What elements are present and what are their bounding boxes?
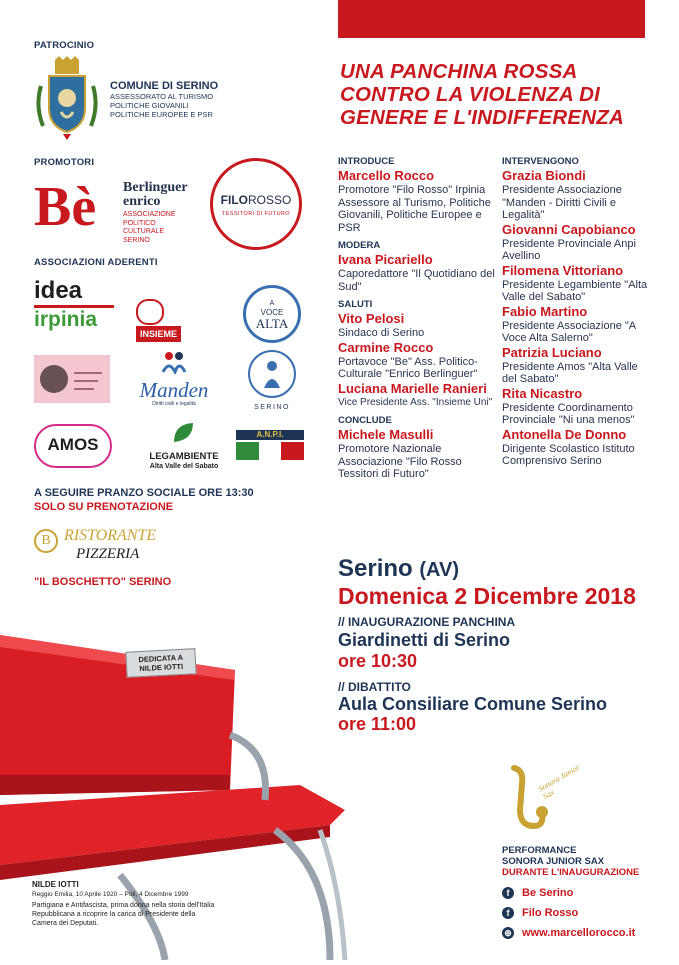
ristorante-name: "IL BOSCHETTO" SERINO	[34, 576, 172, 588]
voce-alta-voce: VOCE	[260, 308, 284, 317]
amos-text: AMOS	[47, 435, 99, 454]
ristorante-text: RISTORANTE	[64, 527, 157, 544]
facebook-icon: f	[502, 907, 514, 919]
performance-label: PERFORMANCE	[502, 845, 577, 856]
berlinguer-name: Berlinguer	[123, 180, 188, 195]
manden-text: Manden	[139, 378, 209, 402]
serino-emblem-icon	[248, 350, 296, 398]
bench-plate-line2: NILDE IOTTI	[139, 661, 184, 674]
hands-icon	[136, 299, 164, 325]
speaker-name: Ivana Picariello	[338, 252, 433, 267]
comune-line: ASSESSORATO AL TURISMO	[110, 92, 214, 101]
insieme-text: INSIEME	[136, 326, 181, 342]
event-item1-time: ore 10:30	[338, 651, 418, 671]
social-text: www.marcellorocco.it	[522, 927, 636, 939]
caption-name: NILDE IOTTI	[32, 880, 79, 889]
pranzo-line2: SOLO SU PRENOTAZIONE	[34, 501, 174, 513]
performance-name: SONORA JUNIOR SAX	[502, 856, 605, 867]
event-item2-label: // DIBATTITO	[338, 680, 411, 694]
voce-alta-a: A	[269, 300, 275, 307]
people-icon	[159, 350, 189, 374]
ristorante-b-icon: B	[34, 529, 58, 553]
serino-logo	[245, 350, 299, 416]
speaker-name: Luciana Marielle Ranieri	[338, 380, 487, 396]
page-title: UNA PANCHINA ROSSA CONTRO LA VIOLENZA DI GENERE E L'INDIFFERENZA	[340, 60, 624, 129]
berlinguer-name-2: enrico	[123, 194, 161, 209]
associazioni-label: ASSOCIAZIONI ADERENTI	[34, 257, 158, 268]
filorosso-sub: TESSITORI DI FUTURO	[221, 211, 290, 217]
event-item1-label: // INAUGURAZIONE PANCHINA	[338, 615, 516, 629]
leaf-icon	[171, 420, 197, 446]
bench-plate-line1: DEDICATA A	[138, 652, 184, 665]
section-heading: MODERA	[338, 240, 381, 251]
section-heading: INTRODUCE	[338, 156, 395, 167]
social-text: Filo Rosso	[522, 907, 579, 919]
event-city	[338, 554, 459, 585]
bench-caption	[32, 880, 222, 928]
section-heading: CONCLUDE	[338, 415, 392, 426]
social-text: Be Serino	[522, 887, 574, 899]
insieme-logo	[136, 299, 212, 339]
serino-text: SERINO	[254, 404, 290, 411]
speaker-name: Carmine Rocco	[338, 339, 434, 355]
speaker-name: Patrizia Luciano	[502, 344, 602, 360]
berlinguer-line: SERINO	[123, 236, 150, 244]
idea-text: idea	[34, 277, 83, 304]
social-item-be-serino[interactable]	[502, 883, 635, 903]
berlinguer-line: CULTURALE	[123, 228, 165, 235]
speaker-role: Presidente Associazione "Manden - Diritti Civili e Legalità"	[502, 184, 622, 221]
berlinguer-line: POLITICO	[123, 219, 156, 227]
legambiente-text: LEGAMBIENTE	[149, 451, 219, 462]
speaker-role: Sindaco di Serino	[338, 327, 425, 339]
event-item2-place: Aula Consiliare Comune Serino	[338, 694, 608, 714]
speaker-role: Presidente Coordinamento Provinciale "Ni una menos"	[502, 401, 635, 426]
speaker-role: Vice Presidente Ass. "Insieme Uni"	[338, 396, 493, 408]
patrocinio-label: PATROCINIO	[34, 40, 95, 51]
speaker-name: Antonella De Donno	[502, 426, 627, 442]
irpinia-text: irpinia	[34, 308, 98, 331]
speaker-name: Marcello Rocco	[338, 168, 435, 183]
speaker-name: Rita Nicastro	[502, 385, 583, 401]
event-province: (AV)	[419, 559, 459, 581]
berlinguer-block	[123, 181, 213, 245]
filorosso-logo	[210, 158, 302, 250]
pizzeria-text: PIZZERIA	[76, 546, 140, 562]
sax-logo-text: Sonora Junior Sax	[536, 762, 582, 802]
speaker-role: Caporedattore "Il Quotidiano del Sud"	[338, 268, 495, 293]
comune-title: COMUNE DI SERINO	[110, 80, 219, 92]
speaker-role: Portavoce "Be" Ass. Politico-Culturale "Enrico Berlinguer"	[338, 355, 478, 380]
comune-line: POLITICHE EUROPEE E PSR	[110, 110, 213, 119]
manden-sub: Diritti civili e legalità	[152, 401, 196, 407]
filorosso-rest: ROSSO	[247, 193, 292, 207]
program-right-column	[502, 156, 652, 468]
caption-text: Partigiana e Antifascista, prima donna nella storia dell'Italia Repubblicana a ricoprire la carica di Presidente della Camera dei Deputati.	[32, 902, 215, 927]
event-item1-place: Giardinetti di Serino	[338, 630, 511, 650]
idea-irpinia-logo	[34, 278, 114, 338]
speaker-role: Presidente Provinciale Anpi Avellino	[502, 237, 636, 262]
speaker-name: Vito Pelosi	[338, 311, 405, 326]
comune-block	[110, 80, 218, 119]
speaker-role: Promotore Nazionale Associazione "Filo Rosso Tessitori di Futuro"	[338, 443, 462, 480]
speaker-role: Dirigente Scolastico Istituto Comprensivo Serino	[502, 442, 635, 467]
manden-logo	[128, 350, 220, 410]
legambiente-sub: Alta Valle del Sabato	[149, 463, 219, 470]
comune-crest-icon	[33, 56, 101, 142]
anpi-text: A.N.P.I.	[236, 430, 304, 440]
voce-alta-alta: ALTA	[255, 316, 289, 331]
speaker-role: Presidente Associazione "A Voce Alta Salerno"	[502, 319, 636, 344]
legambiente-logo	[138, 420, 230, 472]
filorosso-bold: FILO	[220, 193, 248, 207]
caption-dates: Reggio Emilia, 10 Aprile 1920 – Poli, 4 Dicembre 1999	[32, 891, 189, 898]
voce-alta-logo	[243, 285, 301, 343]
event-item2-time: ore 11:00	[338, 714, 417, 734]
ristorante-logo	[34, 525, 164, 565]
facebook-icon: f	[502, 887, 514, 899]
speaker-name: Fabio Martino	[502, 303, 588, 319]
program-left-column	[338, 156, 498, 481]
section-heading: INTERVENGONO	[502, 156, 579, 167]
berlinguer-line: ASSOCIAZIONE	[123, 211, 176, 218]
speaker-name: Filomena Vittoriano	[502, 262, 624, 278]
coordinamento-logo	[34, 355, 110, 403]
event-date: Domenica 2 Dicembre 2018	[338, 583, 636, 609]
bench-plate	[125, 648, 196, 678]
speaker-role: Presidente Legambiente "Alta Valle del Sabato"	[502, 278, 648, 303]
amos-logo	[34, 420, 116, 476]
social-item-website[interactable]	[502, 923, 635, 943]
speaker-role: Promotore "Filo Rosso" Irpinia Assessore al Turismo, Politiche Giovanili, Politiche Europee e PSR	[338, 184, 491, 234]
pranzo-line1: A SEGUIRE PRANZO SOCIALE ORE 13:30	[34, 487, 254, 499]
top-red-bar	[338, 0, 645, 38]
event-city-name: Serino	[338, 555, 413, 582]
performance-when: DURANTE L'INAUGURAZIONE	[502, 867, 640, 878]
social-item-filo-rosso[interactable]	[502, 903, 635, 923]
comune-line: POLITICHE GIOVANILI	[110, 101, 189, 110]
globe-icon: ⊕	[502, 927, 514, 939]
speaker-name: Giovanni Capobianco	[502, 221, 636, 237]
speaker-name: Grazia Biondi	[502, 168, 586, 183]
social-links	[502, 883, 635, 943]
speaker-name: Michele Masulli	[338, 427, 434, 442]
be-logo: Bè	[34, 176, 97, 238]
section-heading: SALUTI	[338, 299, 373, 310]
anpi-logo	[236, 430, 304, 462]
speaker-role: Presidente Amos "Alta Valle del Sabato"	[502, 360, 638, 385]
promotori-label: PROMOTORI	[34, 157, 95, 168]
